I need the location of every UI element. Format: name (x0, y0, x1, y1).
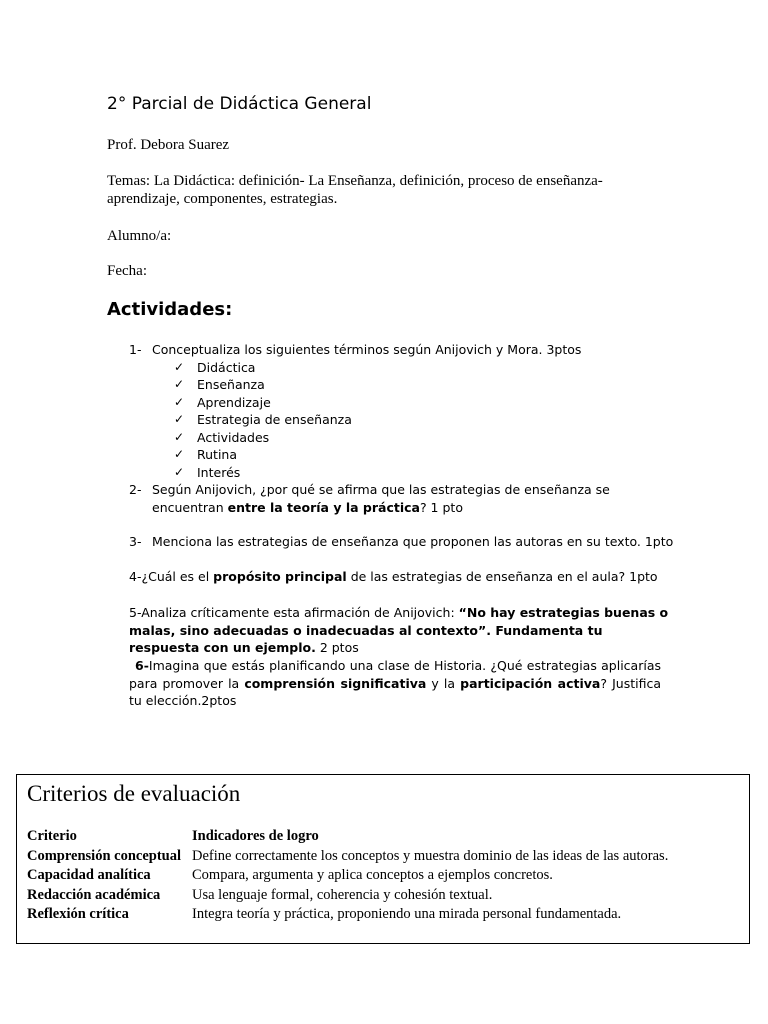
checkmark-icon: ✓ (174, 447, 185, 461)
question-text: Según Anijovich, ¿por qué se afirma que las estrategias de enseñanza se encuentran entre la teoría y la práctica? 1 pto (152, 482, 610, 515)
criterion-cell: Capacidad analítica (27, 867, 151, 884)
table-row (27, 847, 668, 867)
criteria-title: Criterios de evaluación (27, 781, 241, 806)
question-6: 6-Imagina que estás planificando una clase de Historia. ¿Qué estrategias aplicarías para promover la comprensión significativa y la participación activa? Justifica tu elección.2ptos (129, 658, 662, 708)
table-header-row (27, 827, 668, 847)
checkmark-icon: ✓ (174, 412, 185, 426)
list-item: ✓ Enseñanza (174, 377, 265, 392)
indicator-cell: Usa lenguaje formal, coherencia y cohesión textual. (192, 886, 493, 903)
question-number: 3- (129, 534, 142, 549)
question-1 (129, 341, 689, 481)
list-item: ✓ Actividades (174, 429, 270, 445)
question-number: 6- (135, 658, 149, 673)
checkmark-icon: ✓ (174, 464, 185, 479)
list-item: ✓ Estrategia de enseñanza (174, 412, 352, 427)
criterion-cell: Comprensión conceptual (27, 847, 182, 864)
terms-checklist (129, 359, 689, 482)
criterion-cell: Reflexión crítica (27, 906, 129, 923)
table-row (27, 886, 668, 906)
question-number: 2- (129, 482, 142, 497)
question-text: Conceptualiza los siguientes términos según Anijovich y Mora. 3ptos (152, 342, 582, 357)
column-header: Criterio (27, 828, 77, 844)
table-row (27, 866, 668, 886)
activities-heading: Actividades: (107, 299, 233, 320)
question-number: 1- (129, 342, 142, 357)
indicator-cell: Compara, argumenta y aplica conceptos a ejemplos concretos. (192, 867, 553, 884)
professor-name: Prof. Debora Suarez (107, 137, 230, 153)
list-item: ✓ Interés (174, 464, 241, 480)
list-item: ✓ Didáctica (174, 359, 256, 375)
topics-text: Temas: La Didáctica: definición- La Enseñanza, definición, proceso de enseñanza-aprendizaje, componentes, estrategias. (107, 173, 603, 207)
list-item: ✓ Rutina (174, 447, 238, 462)
student-label: Alumno/a: (107, 228, 172, 244)
evaluation-criteria-box (16, 774, 750, 944)
checkmark-icon: ✓ (174, 429, 185, 444)
question-4: 4-¿Cuál es el propósito principal de las estrategias de enseñanza en el aula? 1pto (129, 569, 658, 584)
question-2 (129, 481, 674, 516)
indicator-cell: Define correctamente los conceptos y muestra dominio de las ideas de las autoras. (192, 847, 669, 864)
question-5: 5-Analiza críticamente esta afirmación de Anijovich: “No hay estrategias buenas o malas, sino adecuadas o inadecuadas al contexto”. Fundamenta tu respuesta con un ejemplo. 2 ptos (129, 605, 669, 655)
page-title: 2° Parcial de Didáctica General (107, 94, 372, 114)
criteria-table (27, 827, 668, 925)
date-label: Fecha: (107, 263, 147, 279)
criterion-cell: Redacción académica (27, 886, 161, 903)
checkmark-icon: ✓ (174, 394, 185, 409)
question-3 (129, 533, 689, 551)
checkmark-icon: ✓ (174, 359, 185, 374)
table-row (27, 905, 668, 925)
checkmark-icon: ✓ (174, 377, 185, 391)
indicator-cell: Integra teoría y práctica, proponiendo una mirada personal fundamentada. (192, 906, 622, 923)
list-item: ✓ Aprendizaje (174, 394, 271, 410)
question-text: Menciona las estrategias de enseñanza que proponen las autoras en su texto. 1pto (152, 534, 674, 549)
column-header: Indicadores de logro (192, 828, 319, 844)
